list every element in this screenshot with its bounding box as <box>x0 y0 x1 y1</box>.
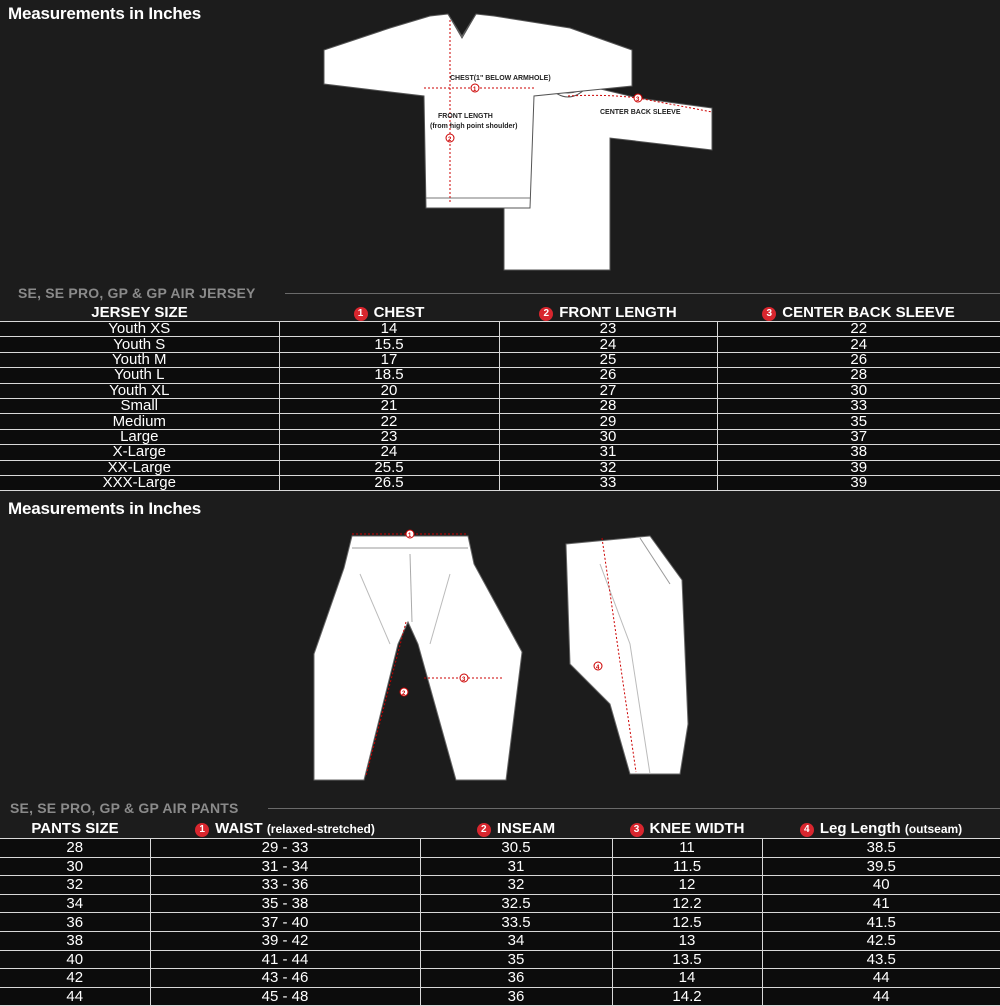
table-row <box>0 987 1000 1006</box>
table-cell: 25.5 <box>279 460 499 475</box>
table-cell: 21 <box>279 398 499 413</box>
table-row <box>0 337 1000 352</box>
table-cell: Youth XS <box>0 322 279 337</box>
table-cell: 41.5 <box>762 913 1000 932</box>
table-cell: 38 <box>717 445 1000 460</box>
table-cell: Youth M <box>0 352 279 367</box>
pants-side-diagram <box>566 536 688 774</box>
table-row <box>0 894 1000 913</box>
table-cell: XXX-Large <box>0 475 279 490</box>
table-cell: 26 <box>499 368 717 383</box>
jersey-size-table <box>0 304 1000 491</box>
table-cell: 22 <box>279 414 499 429</box>
table-cell: 36 <box>420 969 612 988</box>
table-cell: 39 <box>717 460 1000 475</box>
table-row <box>0 368 1000 383</box>
table-row <box>0 322 1000 337</box>
table-cell: 27 <box>499 383 717 398</box>
table-row <box>0 913 1000 932</box>
table-cell: 41 <box>762 894 1000 913</box>
svg-text:1: 1 <box>408 533 412 539</box>
pants-front-diagram <box>314 530 522 780</box>
table-row <box>0 475 1000 490</box>
table-cell: 39.5 <box>762 857 1000 876</box>
table-header-row <box>0 818 1000 839</box>
table-cell: 42.5 <box>762 931 1000 950</box>
number-badge: 3 <box>762 307 776 321</box>
table-cell: 12 <box>612 876 762 895</box>
table-header-row <box>0 304 1000 322</box>
table-row <box>0 931 1000 950</box>
front-length-sub-label: (from high point shoulder) <box>430 123 518 130</box>
table-cell: 37 <box>717 429 1000 444</box>
table-cell: 24 <box>499 337 717 352</box>
table-cell: 28 <box>717 368 1000 383</box>
table-row <box>0 969 1000 988</box>
table-row <box>0 857 1000 876</box>
pants-size-table <box>0 818 1000 1006</box>
table-cell: 28 <box>499 398 717 413</box>
col-pants-size: PANTS SIZE <box>31 819 119 837</box>
table-cell: 17 <box>279 352 499 367</box>
table-cell: 33.5 <box>420 913 612 932</box>
table-cell: 12.2 <box>612 894 762 913</box>
table-row <box>0 876 1000 895</box>
table-cell: 26.5 <box>279 475 499 490</box>
table-row <box>0 352 1000 367</box>
table-cell: 43.5 <box>762 950 1000 969</box>
table-cell: Medium <box>0 414 279 429</box>
svg-text:2: 2 <box>448 137 452 143</box>
table-cell: Youth S <box>0 337 279 352</box>
table-cell: 39 - 42 <box>150 931 420 950</box>
table-cell: 35 <box>717 414 1000 429</box>
jersey-section-label: SE, SE PRO, GP & GP AIR JERSEY <box>18 285 256 301</box>
table-row <box>0 429 1000 444</box>
table-cell: 32 <box>499 460 717 475</box>
col-waist: 1 WAIST (relaxed-stretched) <box>150 818 420 839</box>
table-row <box>0 414 1000 429</box>
table-row <box>0 950 1000 969</box>
table-cell: 33 <box>499 475 717 490</box>
table-row <box>0 445 1000 460</box>
table-cell: 44 <box>762 969 1000 988</box>
svg-text:3: 3 <box>636 97 640 103</box>
table-cell: 33 - 36 <box>150 876 420 895</box>
col-center-back-sleeve: 3 CENTER BACK SLEEVE <box>717 304 1000 322</box>
pants-heading: Measurements in Inches <box>8 499 202 518</box>
table-cell: 41 - 44 <box>150 950 420 969</box>
table-row <box>0 398 1000 413</box>
svg-text:3: 3 <box>462 677 466 683</box>
table-cell: 32 <box>420 876 612 895</box>
number-badge: 2 <box>539 307 553 321</box>
pants-section-label: SE, SE PRO, GP & GP AIR PANTS <box>10 800 239 816</box>
table-cell: 15.5 <box>279 337 499 352</box>
table-cell: 14 <box>612 969 762 988</box>
number-badge: 1 <box>195 823 209 837</box>
table-cell: 11.5 <box>612 857 762 876</box>
table-cell: 18.5 <box>279 368 499 383</box>
table-cell: 44 <box>762 987 1000 1006</box>
number-badge: 4 <box>800 823 814 837</box>
col-chest: 1 CHEST <box>279 304 499 322</box>
table-cell: 29 - 33 <box>150 839 420 858</box>
table-cell: Large <box>0 429 279 444</box>
table-cell: 22 <box>717 322 1000 337</box>
table-cell: X-Large <box>0 445 279 460</box>
table-cell: 13.5 <box>612 950 762 969</box>
table-cell: 33 <box>717 398 1000 413</box>
chest-measure-label: CHEST(1" BELOW ARMHOLE) <box>450 75 551 82</box>
table-cell: Youth L <box>0 368 279 383</box>
table-cell: 39 <box>717 475 1000 490</box>
sleeve-measure-label: CENTER BACK SLEEVE <box>600 109 681 116</box>
table-cell: 25 <box>499 352 717 367</box>
table-cell: 45 - 48 <box>150 987 420 1006</box>
table-cell: Small <box>0 398 279 413</box>
table-cell: 23 <box>279 429 499 444</box>
table-cell: 35 - 38 <box>150 894 420 913</box>
table-cell: 44 <box>0 987 150 1006</box>
number-badge: 3 <box>630 823 644 837</box>
table-row <box>0 839 1000 858</box>
table-cell: 23 <box>499 322 717 337</box>
table-cell: 42 <box>0 969 150 988</box>
table-cell: 36 <box>0 913 150 932</box>
col-front-length: 2 FRONT LENGTH <box>499 304 717 322</box>
table-cell: 30 <box>499 429 717 444</box>
table-cell: 31 <box>420 857 612 876</box>
pants-section-divider <box>268 808 1000 809</box>
col-knee-width: 3 KNEE WIDTH <box>612 818 762 839</box>
table-cell: 12.5 <box>612 913 762 932</box>
table-cell: 29 <box>499 414 717 429</box>
number-badge: 1 <box>354 307 368 321</box>
table-cell: 24 <box>279 445 499 460</box>
table-cell: 35 <box>420 950 612 969</box>
table-cell: 43 - 46 <box>150 969 420 988</box>
table-cell: 13 <box>612 931 762 950</box>
jersey-diagram <box>320 8 720 273</box>
svg-text:2: 2 <box>402 691 406 697</box>
jersey-back-diagram <box>504 86 712 270</box>
table-cell: 30 <box>717 383 1000 398</box>
table-cell: 14.2 <box>612 987 762 1006</box>
table-cell: 31 - 34 <box>150 857 420 876</box>
table-cell: 37 - 40 <box>150 913 420 932</box>
svg-text:1: 1 <box>473 87 477 93</box>
number-badge: 2 <box>477 823 491 837</box>
col-inseam: 2 INSEAM <box>420 818 612 839</box>
jersey-section-divider <box>285 293 1000 294</box>
col-leg-length: 4 Leg Length (outseam) <box>762 818 1000 839</box>
svg-text:4: 4 <box>596 665 600 671</box>
table-cell: 40 <box>0 950 150 969</box>
table-cell: 31 <box>499 445 717 460</box>
table-cell: 32.5 <box>420 894 612 913</box>
table-cell: XX-Large <box>0 460 279 475</box>
table-cell: 38.5 <box>762 839 1000 858</box>
table-cell: 40 <box>762 876 1000 895</box>
table-cell: 34 <box>0 894 150 913</box>
pants-diagram <box>300 524 700 784</box>
table-cell: 14 <box>279 322 499 337</box>
col-jersey-size: JERSEY SIZE <box>91 304 188 321</box>
table-cell: 20 <box>279 383 499 398</box>
table-cell: 26 <box>717 352 1000 367</box>
table-cell: 30.5 <box>420 839 612 858</box>
table-cell: 36 <box>420 987 612 1006</box>
table-row <box>0 460 1000 475</box>
table-cell: Youth XL <box>0 383 279 398</box>
table-cell: 11 <box>612 839 762 858</box>
table-cell: 24 <box>717 337 1000 352</box>
jersey-heading: Measurements in Inches <box>8 4 202 23</box>
front-length-label: FRONT LENGTH <box>438 113 493 120</box>
table-cell: 28 <box>0 839 150 858</box>
table-row <box>0 383 1000 398</box>
table-cell: 34 <box>420 931 612 950</box>
table-cell: 32 <box>0 876 150 895</box>
table-cell: 30 <box>0 857 150 876</box>
table-cell: 38 <box>0 931 150 950</box>
